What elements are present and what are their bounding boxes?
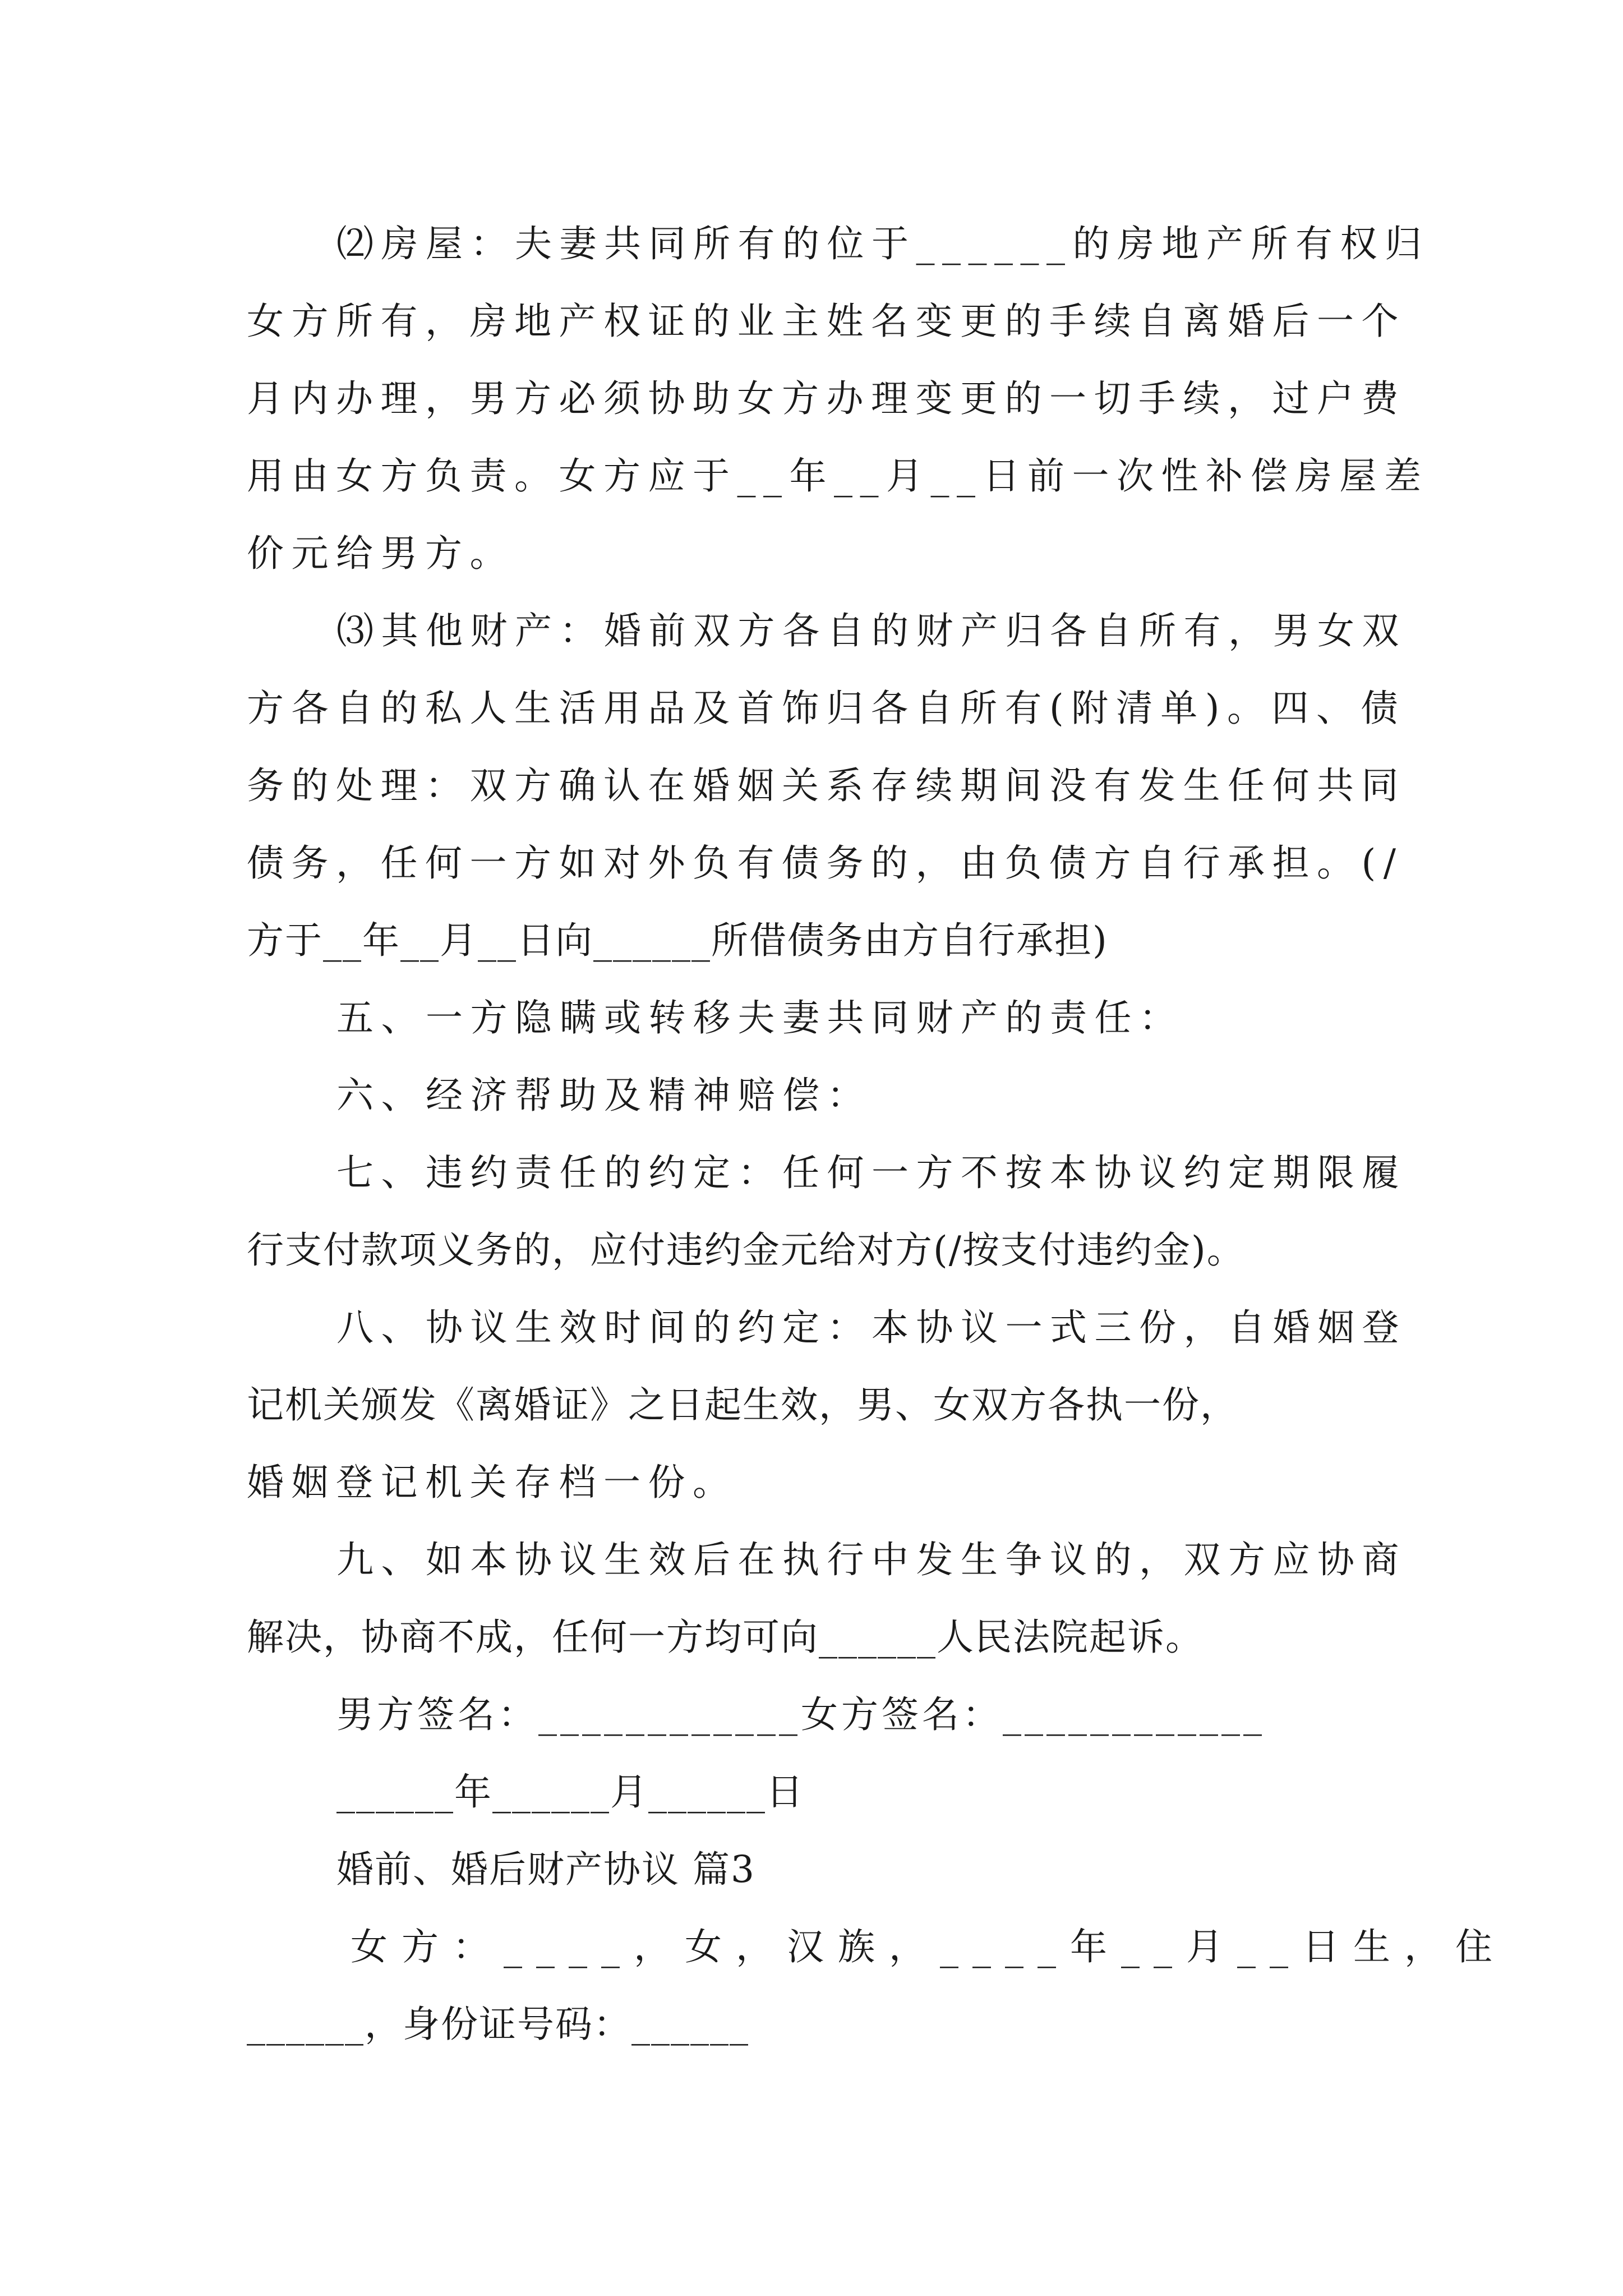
text-line: 八、协议生效时间的约定：本协议一式三份，自婚姻登 — [336, 1306, 1407, 1349]
date-line: ______年______月______日 — [336, 1770, 804, 1814]
text-line: 九、如本协议生效后在执行中发生争议的，双方应协商 — [336, 1538, 1407, 1581]
text-line: 解决，协商不成，任何一方均可向______人民法院起诉。 — [247, 1616, 1204, 1659]
text-line: 方于__年__月__日向______所借债务由方自行承担) — [247, 919, 1108, 962]
text-line: 女方所有，房地产权证的业主姓名变更的手续自离婚后一个 — [247, 300, 1406, 343]
text-line: 女方：____，女，汉族，____年__月__日生，住 — [351, 1925, 1506, 1968]
text-line: ⑶其他财产：婚前双方各自的财产归各自所有，男女双 — [336, 609, 1407, 652]
text-line: 婚姻登记机关存档一份。 — [247, 1461, 737, 1504]
text-line: 方各自的私人生活用品及首饰归各自所有(附清单)。四、债 — [247, 687, 1405, 730]
text-line: 价元给男方。 — [247, 532, 514, 575]
text-line: 债务，任何一方如对外负有债务的，由负债方自行承担。(/ — [247, 841, 1404, 885]
text-line: ______，身份证号码：______ — [247, 2003, 749, 2046]
text-line: 行支付款项义务的，应付违约金元给对方(/按支付违约金)。 — [247, 1228, 1245, 1272]
text-line: ⑵房屋：夫妻共同所有的位于______的房地产所有权归 — [336, 222, 1430, 265]
section-title: 婚前、婚后财产协议 篇3 — [336, 1848, 755, 1891]
text-line: 七、违约责任的约定：任何一方不按本协议约定期限履 — [336, 1151, 1407, 1194]
text-line: 务的处理：双方确认在婚姻关系存续期间没有发生任何共同 — [247, 764, 1406, 807]
text-line: 用由女方负责。女方应于__年__月__日前一次性补偿房屋差 — [247, 454, 1429, 498]
signature-line: 男方签名：____________女方签名：____________ — [336, 1693, 1265, 1736]
text-line: 五、一方隐瞒或转移夫妻共同财产的责任： — [336, 996, 1184, 1039]
text-line: 记机关颁发《离婚证》之日起生效，男、女双方各执一份， — [247, 1383, 1238, 1427]
text-line: 六、经济帮助及精神赔偿： — [336, 1074, 872, 1117]
text-line: 月内办理，男方必须协助女方办理变更的一切手续，过户费 — [247, 377, 1406, 420]
